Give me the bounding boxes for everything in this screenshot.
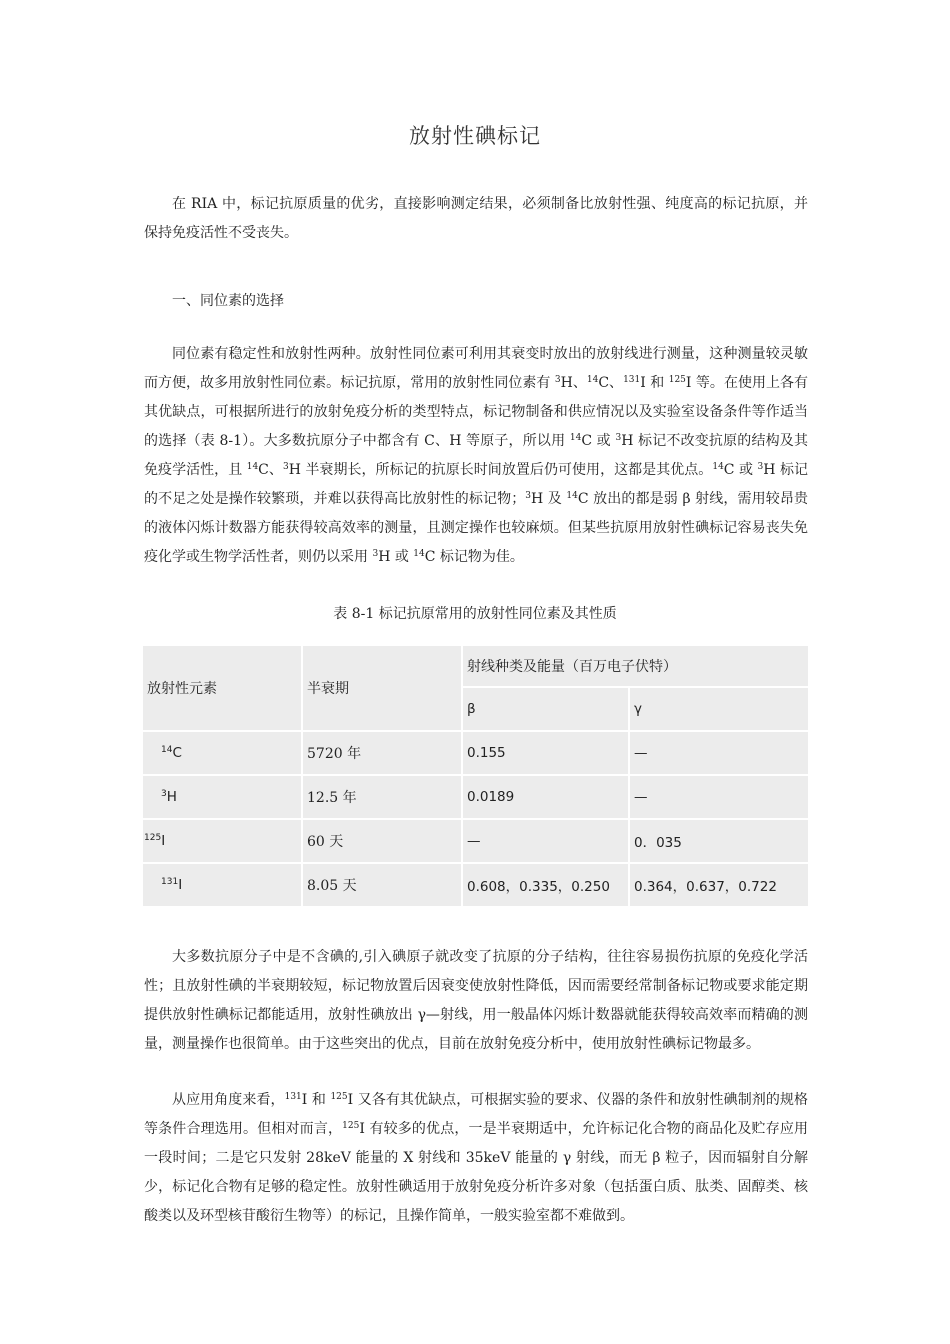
mass-number: 131 bbox=[161, 877, 179, 887]
text-run: C、 bbox=[598, 375, 624, 391]
beta-cell: 0.608，0.335，0.250 bbox=[463, 864, 628, 906]
superscript: 14 bbox=[712, 462, 724, 472]
superscript: 14 bbox=[586, 375, 599, 385]
superscript: 3 bbox=[757, 462, 764, 472]
text-run: H 标记不改变抗原的结构及其免疫学活性，且 bbox=[144, 433, 808, 478]
isotope-paragraph bbox=[144, 340, 808, 572]
text-run: C、 bbox=[258, 462, 283, 478]
beta-cell: 0.0189 bbox=[463, 776, 628, 818]
text-run: H、 bbox=[560, 375, 587, 391]
superscript: 14 bbox=[246, 462, 259, 472]
iodine-paragraph: 大多数抗原分子中是不含碘的,引入碘原子就改变了抗原的分子结构，往往容易损伤抗原的免疫化学活性；且放射性碘的半衰期较短，标记物放置后因衰变使放射性降低，因而需要经常制备标记物或要求能定期提供放射性碘标记都能适用，放射性碘放出 γ—射线，用一般晶体闪烁计数器就能获得较高效率而精确的测量，测量操作也很简单。由于这些突出的优点，目前在放射免疫分析中，使用放射性碘标记物最多。 bbox=[144, 949, 808, 1052]
superscript: 125 bbox=[330, 1092, 348, 1102]
superscript: 3 bbox=[615, 433, 622, 443]
table-row bbox=[143, 864, 808, 906]
text-run: H 或 bbox=[378, 549, 414, 565]
header-radiation: 射线种类及能量（百万电子伏特） bbox=[463, 646, 808, 686]
superscript: 14 bbox=[413, 549, 425, 559]
isotope-table bbox=[141, 644, 810, 908]
element-symbol: H bbox=[166, 789, 177, 805]
superscript: 3 bbox=[282, 462, 289, 472]
superscript: 125 bbox=[668, 375, 686, 385]
text-run: C 或 bbox=[581, 433, 616, 449]
beta-cell: — bbox=[463, 820, 628, 862]
text-run: I 和 bbox=[301, 1092, 331, 1108]
element-cell bbox=[143, 864, 301, 906]
gamma-cell: — bbox=[630, 732, 808, 774]
text-run: C 或 bbox=[723, 462, 758, 478]
text-run: C 标记物为佳。 bbox=[424, 549, 524, 565]
superscript: 14 bbox=[566, 491, 578, 501]
element-symbol: I bbox=[161, 833, 166, 849]
text-run: C 放出的都是弱 β 射线，需用较昂贵的液体闪烁计数器方能获得较高效率的测量，且测定操作也较麻烦。但某些抗原用放射性碘标记容易丧失免疫化学或生物学活性者，则仍以采用 bbox=[144, 491, 809, 565]
superscript: 3 bbox=[525, 491, 531, 501]
text-run: H 半衰期长，所标记的抗原长时间放置后仍可使用，这都是其优点。 bbox=[288, 462, 713, 478]
superscript: 131 bbox=[623, 375, 641, 385]
header-element: 放射性元素 bbox=[143, 646, 301, 730]
superscript: 125 bbox=[342, 1121, 360, 1131]
table-row bbox=[143, 776, 808, 818]
superscript: 14 bbox=[569, 433, 582, 443]
gamma-cell: — bbox=[630, 776, 808, 818]
halflife-cell: 60 天 bbox=[303, 820, 461, 862]
header-gamma: γ bbox=[630, 688, 808, 730]
element-symbol: C bbox=[172, 745, 182, 761]
element-cell bbox=[143, 732, 301, 774]
text-run: I 等。在使用上各有其优缺点，可根据所进行的放射免疫分析的类型特点，标记物制备和供应情况以及实验室设备条件等作适当的选择（表 8-1）。大多数抗原分子中都含有 C、H 等原子，所以用 bbox=[144, 375, 809, 449]
table-row bbox=[143, 732, 808, 774]
gamma-cell: 0．035 bbox=[630, 820, 808, 862]
header-halflife: 半衰期 bbox=[303, 646, 461, 730]
mass-number: 125 bbox=[144, 833, 162, 843]
halflife-cell: 12.5 年 bbox=[303, 776, 461, 818]
page-title: 放射性碘标记 bbox=[409, 124, 541, 148]
intro-paragraph: 在 RIA 中，标记抗原质量的优劣，直接影响测定结果，必须制备比放射性强、纯度高的标记抗原，并保持免疫活性不受丧失。 bbox=[144, 196, 808, 241]
text-run: 同位素有稳定性和放射性两种。放射性同位素可利用其衰变时放出的放射线进行测量，这种测量较灵敏而方便，故多用放射性同位素。标记抗原，常用的放射性同位素有 bbox=[144, 346, 808, 391]
text-run: I 有较多的优点，一是半衰期适中，允许标记化合物的商品化及贮存应用一段时间；二是它只发射 28keV 能量的 X 射线和 35keV 能量的 γ 射线，而无 β 粒子，因而辐射自分解少，标记化合物有足够的稳定性。放射性碘适用于放射免疫分析许多对象（包括蛋白质、肽类、固醇类、核酸类以及环型核苷酸衍生物等）的标记，且操作简单，一般实验室都不难做到。 bbox=[144, 1121, 808, 1224]
beta-cell: 0.155 bbox=[463, 732, 628, 774]
mass-number: 3 bbox=[161, 789, 167, 799]
superscript: 3 bbox=[372, 549, 379, 559]
element-cell bbox=[143, 776, 301, 818]
application-paragraph bbox=[144, 1086, 808, 1231]
text-run: H 及 bbox=[530, 491, 567, 507]
mass-number: 14 bbox=[161, 745, 173, 755]
table-caption: 表 8-1 标记抗原常用的放射性同位素及其性质 bbox=[333, 606, 617, 622]
element-symbol: I bbox=[178, 877, 183, 893]
header-beta: β bbox=[463, 688, 628, 730]
superscript: 3 bbox=[554, 375, 561, 385]
halflife-cell: 5720 年 bbox=[303, 732, 461, 774]
element-cell bbox=[143, 820, 301, 862]
text-run: 从应用角度来看， bbox=[172, 1092, 285, 1108]
halflife-cell: 8.05 天 bbox=[303, 864, 461, 906]
table-header-row bbox=[143, 646, 808, 686]
table-row bbox=[143, 820, 808, 862]
text-run: I 又各有其优缺点，可根据实验的要求、仪器的条件和放射性碘制剂的规格等条件合理选用。但相对而言， bbox=[144, 1092, 809, 1137]
superscript: 131 bbox=[284, 1092, 302, 1102]
text-run: I 和 bbox=[640, 375, 669, 391]
text-run: H 标记的不足之处是操作较繁琐，并难以获得高比放射性的标记物； bbox=[144, 462, 808, 507]
gamma-cell: 0.364，0.637，0.722 bbox=[630, 864, 808, 906]
section-heading: 一、同位素的选择 bbox=[172, 293, 284, 309]
